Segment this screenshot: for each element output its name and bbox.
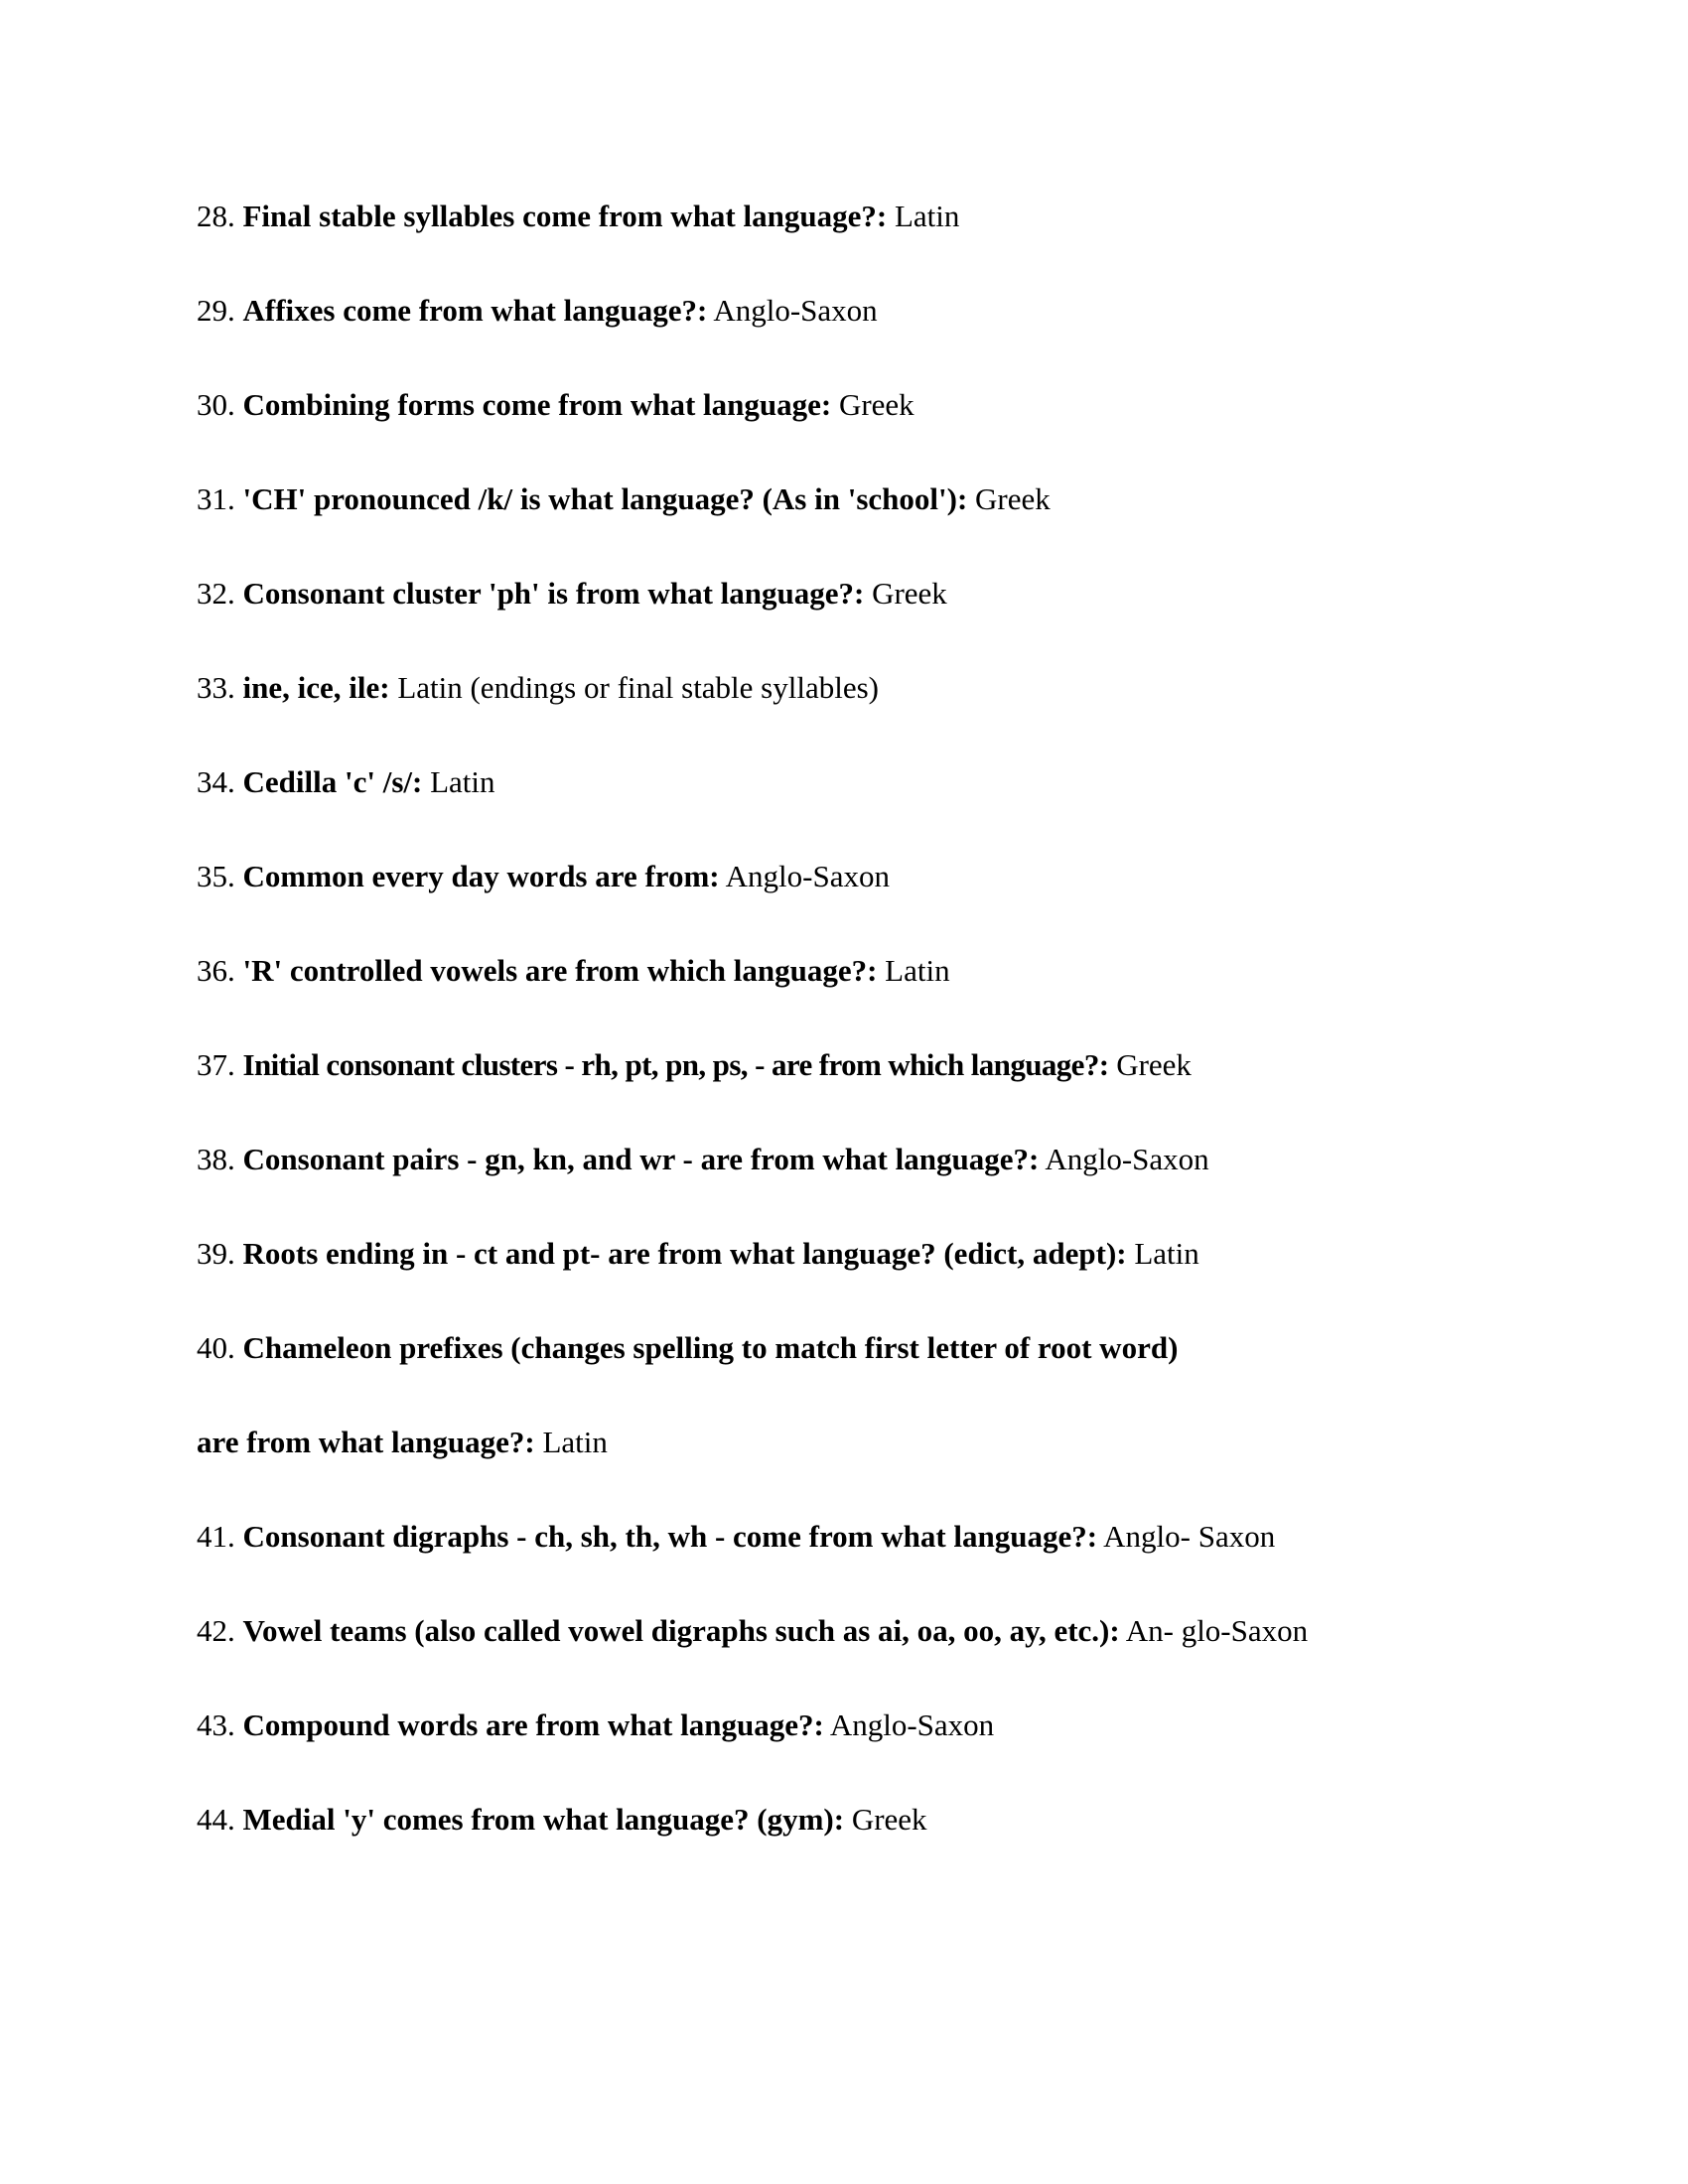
item-number: 34. — [197, 764, 235, 799]
item-answer: An- glo-Saxon — [1125, 1613, 1309, 1648]
item-answer: Greek — [975, 481, 1051, 516]
item-answer: Anglo-Saxon — [1045, 1142, 1209, 1176]
list-item — [197, 385, 1607, 425]
item-question: Final stable syllables come from what language?: — [242, 199, 888, 233]
item-question: Initial consonant clusters - rh, pt, pn, ps, - are from which language?: — [242, 1047, 1109, 1082]
item-question: Compound words are from what language?: — [242, 1707, 824, 1742]
item-number: 43. — [197, 1707, 235, 1742]
list-item — [197, 1800, 1607, 1840]
item-answer: Latin — [885, 953, 950, 988]
item-question: Chameleon prefixes (changes spelling to match first letter of root word) — [242, 1330, 1179, 1365]
item-question: ine, ice, ile: — [242, 670, 390, 705]
item-answer: Anglo- Saxon — [1103, 1519, 1276, 1554]
item-number: 38. — [197, 1142, 235, 1176]
list-item — [197, 574, 1607, 614]
list-item — [197, 762, 1607, 802]
list-item — [197, 291, 1607, 331]
item-answer: Anglo-Saxon — [713, 293, 878, 328]
item-question: Combining forms come from what language: — [242, 387, 832, 422]
item-question: Consonant cluster 'ph' is from what language?: — [242, 576, 865, 611]
item-answer: Anglo-Saxon — [829, 1707, 995, 1742]
item-question: Consonant pairs - gn, kn, and wr - are from what language?: — [242, 1142, 1040, 1176]
item-number: 44. — [197, 1802, 235, 1837]
item-question: Cedilla 'c' /s/: — [242, 764, 423, 799]
item-question: Vowel teams (also called vowel digraphs such as ai, oa, oo, ay, etc.): — [242, 1613, 1120, 1648]
list-item — [197, 1611, 1607, 1651]
item-number: 36. — [197, 953, 235, 988]
list-item — [197, 197, 1607, 236]
item-answer: Latin — [894, 199, 960, 233]
list-item — [197, 1234, 1607, 1274]
item-number: 28. — [197, 199, 235, 233]
item-question: 'CH' pronounced /k/ is what language? (As in 'school'): — [242, 481, 968, 516]
item-question: Medial 'y' comes from what language? (gym): — [242, 1802, 845, 1837]
item-question: Common every day words are from: — [242, 859, 720, 893]
list-item — [197, 857, 1607, 896]
item-number: 42. — [197, 1613, 235, 1648]
item-number: 29. — [197, 293, 235, 328]
item-number: 41. — [197, 1519, 235, 1554]
list-item — [197, 1706, 1607, 1745]
list-item — [197, 1517, 1607, 1557]
list-item — [197, 668, 1607, 708]
item-number: 30. — [197, 387, 235, 422]
item-number: 37. — [197, 1047, 235, 1082]
item-number: 31. — [197, 481, 235, 516]
item-question: 'R' controlled vowels are from which language?: — [242, 953, 878, 988]
item-answer: Latin — [1134, 1236, 1199, 1271]
item-answer: Greek — [851, 1802, 927, 1837]
item-number: 40. — [197, 1330, 235, 1365]
list-item — [197, 1328, 1607, 1368]
item-answer: Greek — [838, 387, 914, 422]
list-item — [197, 1045, 1607, 1085]
item-question: Roots ending in - ct and pt- are from what language? (edict, adept): — [242, 1236, 1127, 1271]
list-item-continuation — [197, 1423, 1607, 1462]
list-item — [197, 951, 1607, 991]
list-item — [197, 479, 1607, 519]
item-number: 35. — [197, 859, 235, 893]
item-number: 32. — [197, 576, 235, 611]
item-answer: Latin — [542, 1425, 608, 1459]
item-question: Consonant digraphs - ch, sh, th, wh - come from what language?: — [242, 1519, 1098, 1554]
item-number: 33. — [197, 670, 235, 705]
list-item — [197, 1140, 1607, 1179]
item-question: Affixes come from what language?: — [242, 293, 708, 328]
item-number: 39. — [197, 1236, 235, 1271]
item-question-continuation: are from what language?: — [197, 1425, 535, 1459]
item-answer: Latin — [430, 764, 495, 799]
item-answer: Anglo-Saxon — [725, 859, 890, 893]
item-answer: Greek — [1116, 1047, 1192, 1082]
item-answer: Latin (endings or final stable syllables) — [397, 670, 879, 705]
item-answer: Greek — [872, 576, 947, 611]
